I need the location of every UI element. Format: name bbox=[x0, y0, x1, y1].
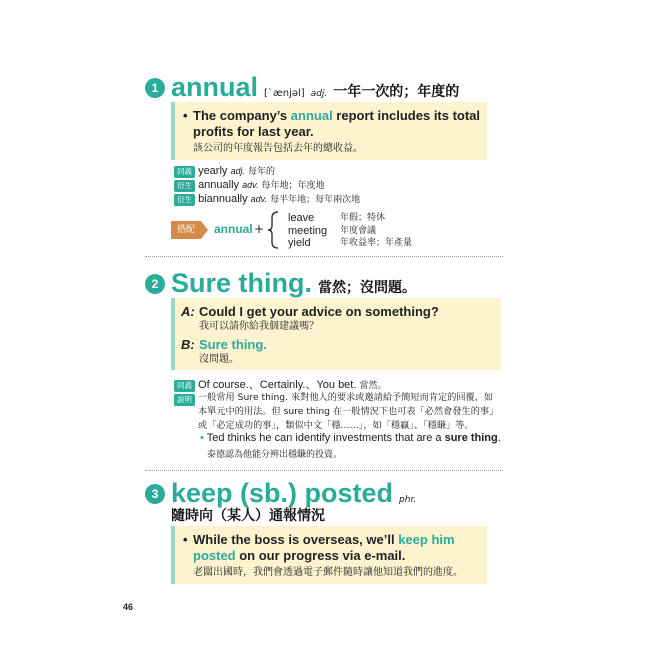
related-meaning: 每年的 bbox=[248, 166, 276, 176]
example-text: The company’s bbox=[193, 108, 291, 123]
tag-derivative: 衍生 bbox=[174, 194, 195, 206]
note-line: 一般常用 Sure thing. 來對他人的要求或邀請給予簡短而肯定的回覆，如 bbox=[198, 392, 494, 403]
note-example bbox=[200, 432, 501, 444]
note-line: 或「必定成功的事」，類似中文「穩……」，如「穩贏」、「穩賺」等。 bbox=[198, 420, 474, 431]
related-word-row bbox=[174, 178, 325, 192]
related-word: biannually bbox=[198, 193, 248, 205]
related-word: annually bbox=[198, 179, 240, 191]
example-highlight: annual bbox=[290, 108, 333, 123]
collocation-item bbox=[288, 225, 412, 238]
meaning: 當然；沒問題。 bbox=[318, 280, 416, 296]
part-of-speech: adj. bbox=[310, 89, 328, 99]
dialog-line: Could I get your advice on something? bbox=[199, 304, 439, 319]
phonetic: [ˋænjəl] bbox=[264, 88, 305, 99]
related-meaning: 每年地；年度地 bbox=[261, 180, 325, 190]
tag-synonym: 同義 bbox=[174, 380, 195, 392]
synonym-row bbox=[174, 376, 387, 392]
collocation-tag: 搭配 bbox=[171, 221, 201, 239]
speaker-label: A: bbox=[181, 304, 195, 319]
entry-header bbox=[171, 72, 459, 102]
usage-note bbox=[198, 391, 498, 433]
entry-header bbox=[171, 478, 416, 508]
meaning: 隨時向（某人）通報情況 bbox=[171, 508, 325, 524]
headword: annual bbox=[171, 72, 259, 102]
related-meaning: 每半年地；每年兩次地 bbox=[270, 194, 361, 204]
brace-icon bbox=[266, 211, 280, 249]
entry-header bbox=[171, 268, 416, 298]
speaker-label: B: bbox=[181, 337, 195, 352]
example-translation: 老闆出國時，我們會透過電子郵件隨時讓他知道我們的進度。 bbox=[193, 567, 463, 578]
note-line: 本單元中的用法。但 sure thing 在一般情況下也可表「必然會發生的事」 bbox=[198, 406, 499, 417]
collocation-item bbox=[288, 237, 412, 250]
example-box bbox=[171, 102, 487, 160]
note-example-text: . bbox=[497, 432, 501, 444]
note-example-translation: 泰德認為他能分辨出穩賺的投資。 bbox=[207, 450, 343, 460]
note-example-text: Ted thinks he can identify investments that are a bbox=[206, 432, 445, 444]
example-translation: 該公司的年度報告包括去年的總收益。 bbox=[193, 143, 363, 154]
example-box bbox=[171, 526, 487, 584]
collocation-zh: 年收益率；年產量 bbox=[340, 238, 413, 248]
collocation-zh: 年假；特休 bbox=[340, 213, 386, 223]
collocation-en: leave bbox=[288, 212, 315, 224]
entry-number-badge: 2 bbox=[145, 274, 165, 294]
related-word-row bbox=[174, 164, 275, 178]
entry-number-badge: 3 bbox=[145, 484, 165, 504]
related-word: yearly bbox=[198, 165, 228, 177]
related-pos: adv. bbox=[242, 180, 259, 190]
example-text: report includes its total profits for last year. bbox=[193, 108, 481, 139]
example-text: While the boss is overseas, we’ll bbox=[193, 532, 399, 547]
dialog-translation: 我可以請你給我個建議嗎？ bbox=[199, 321, 319, 332]
example-highlight: keep him posted bbox=[193, 532, 455, 563]
meaning: 一年一次的；年度的 bbox=[333, 84, 460, 100]
collocation-list bbox=[288, 212, 412, 250]
note-example-bold: sure thing bbox=[444, 432, 498, 444]
related-pos: adv. bbox=[250, 194, 268, 204]
entry-number-badge: 1 bbox=[145, 78, 165, 98]
example-sentence bbox=[193, 532, 483, 564]
dialog-box bbox=[171, 298, 501, 370]
related-pos: adj. bbox=[230, 166, 245, 176]
collocation-en: yield bbox=[288, 237, 311, 249]
part-of-speech: phr. bbox=[399, 495, 417, 505]
collocation-plus: + bbox=[254, 222, 265, 236]
collocation-item bbox=[288, 212, 412, 225]
bullet-icon: • bbox=[200, 432, 207, 444]
section-divider bbox=[145, 256, 503, 257]
tag-note: 說明 bbox=[174, 394, 195, 406]
synonyms: Of course.、Certainly.、You bet. bbox=[198, 379, 357, 391]
section-divider bbox=[145, 470, 503, 471]
dialog-line: Sure thing. bbox=[199, 337, 267, 352]
collocation-en: meeting bbox=[288, 224, 328, 237]
related-word-row bbox=[174, 192, 360, 206]
dialog-translation: 沒問題。 bbox=[199, 354, 239, 365]
collocation-word: annual bbox=[214, 222, 253, 236]
headword: Sure thing. bbox=[171, 268, 312, 298]
tag-synonym: 同義 bbox=[174, 166, 195, 178]
collocation-zh: 年度會議 bbox=[340, 225, 377, 236]
synonyms-meaning: 當然。 bbox=[359, 380, 387, 390]
tag-derivative: 衍生 bbox=[174, 180, 195, 192]
page-number: 46 bbox=[123, 602, 134, 612]
example-sentence bbox=[193, 108, 483, 140]
example-text: on our progress via e-mail. bbox=[235, 548, 406, 563]
headword: keep (sb.) posted bbox=[171, 478, 394, 508]
